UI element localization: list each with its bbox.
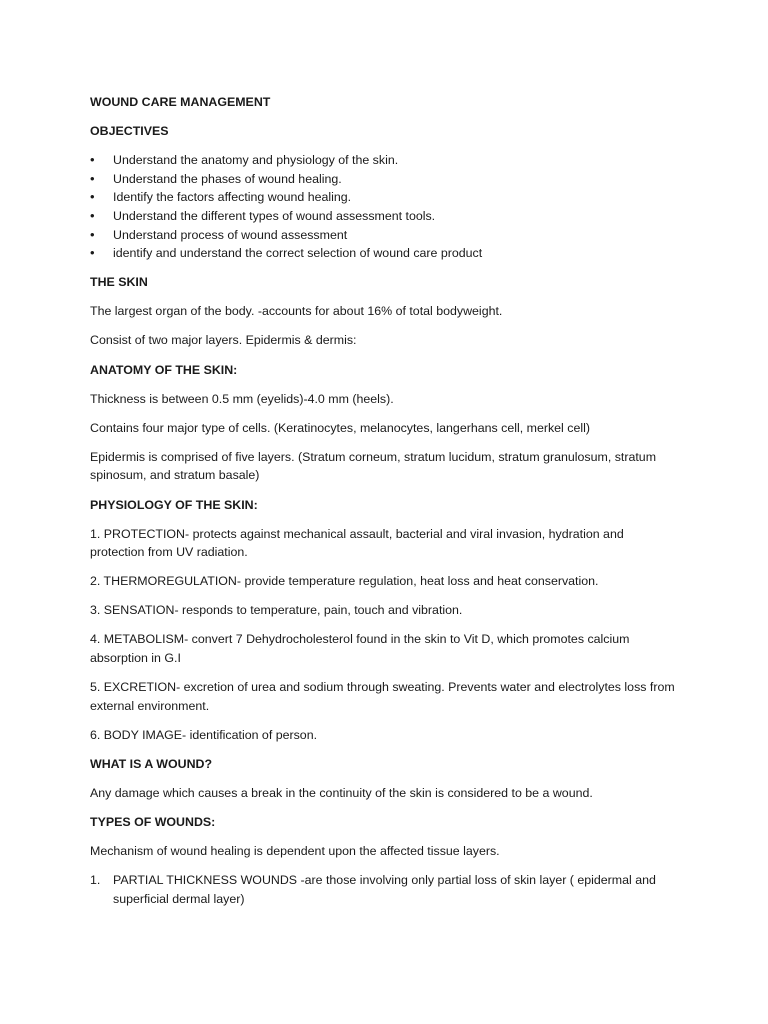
bullet-icon: •	[90, 189, 95, 205]
objective-text: identify and understand the correct selection of wound care product	[113, 246, 483, 261]
physiology-item: 3. SENSATION- responds to temperature, pain, touch and vibration.	[90, 603, 463, 618]
anatomy-paragraph: Thickness is between 0.5 mm (eyelids)-4.0 mm (heels).	[90, 391, 394, 406]
objective-text: Understand the phases of wound healing.	[113, 171, 342, 186]
skin-paragraph: The largest organ of the body. -accounts for about 16% of total bodyweight.	[90, 304, 503, 319]
skin-heading: THE SKIN	[90, 275, 148, 290]
physiology-item: 6. BODY IMAGE- identification of person.	[90, 727, 318, 742]
bullet-icon: •	[90, 170, 95, 186]
list-item	[90, 871, 680, 908]
wound-heading: WHAT IS A WOUND?	[90, 756, 213, 771]
skin-paragraph: Consist of two major layers. Epidermis & dermis:	[90, 333, 357, 348]
list-item	[90, 207, 680, 226]
wound-type-text: PARTIAL THICKNESS WOUNDS -are those involving only partial loss of skin layer ( epidermal and superficial dermal layer)	[113, 873, 656, 906]
types-paragraph: Mechanism of wound healing is dependent upon the affected tissue layers.	[90, 844, 500, 859]
objective-text: Identify the factors affecting wound healing.	[113, 190, 352, 205]
list-number: 1.	[90, 873, 101, 888]
physiology-item: 5. EXCRETION- excretion of urea and sodium through sweating. Prevents water and electrolytes loss from external environment.	[90, 680, 675, 713]
physiology-item: 1. PROTECTION- protects against mechanical assault, bacterial and viral invasion, hydration and protection from UV radiation.	[90, 526, 624, 560]
wound-types-list	[90, 871, 680, 908]
list-item	[90, 244, 680, 263]
physiology-item: 2. THERMOREGULATION- provide temperature regulation, heat loss and heat conservation.	[90, 574, 599, 589]
bullet-icon: •	[90, 226, 95, 242]
objective-text: Understand process of wound assessment	[113, 227, 348, 242]
objectives-list	[90, 151, 680, 263]
bullet-icon: •	[90, 207, 95, 223]
physiology-heading: PHYSIOLOGY OF THE SKIN:	[90, 497, 258, 512]
list-item	[90, 151, 680, 170]
wound-paragraph: Any damage which causes a break in the continuity of the skin is considered to be a wound.	[90, 786, 593, 801]
bullet-icon: •	[90, 152, 95, 168]
physiology-item: 4. METABOLISM- convert 7 Dehydrocholesterol found in the skin to Vit D, which promotes calcium absorption in G.I	[90, 632, 630, 666]
anatomy-heading: ANATOMY OF THE SKIN:	[90, 362, 238, 377]
list-item	[90, 188, 680, 207]
document-title: WOUND CARE MANAGEMENT	[90, 95, 271, 109]
anatomy-paragraph: Epidermis is comprised of five layers. (Stratum corneum, stratum lucidum, stratum granulosum, stratum spinosum, and stratum basale)	[90, 449, 657, 483]
objective-text: Understand the anatomy and physiology of the skin.	[113, 153, 399, 168]
list-item	[90, 170, 680, 189]
objective-text: Understand the different types of wound assessment tools.	[113, 208, 436, 223]
list-item	[90, 226, 680, 245]
bullet-icon: •	[90, 245, 95, 261]
anatomy-paragraph: Contains four major type of cells. (Keratinocytes, melanocytes, langerhans cell, merkel cell)	[90, 420, 590, 435]
types-heading: TYPES OF WOUNDS:	[90, 815, 216, 830]
objectives-heading: OBJECTIVES	[90, 124, 169, 139]
document-page	[90, 93, 680, 909]
